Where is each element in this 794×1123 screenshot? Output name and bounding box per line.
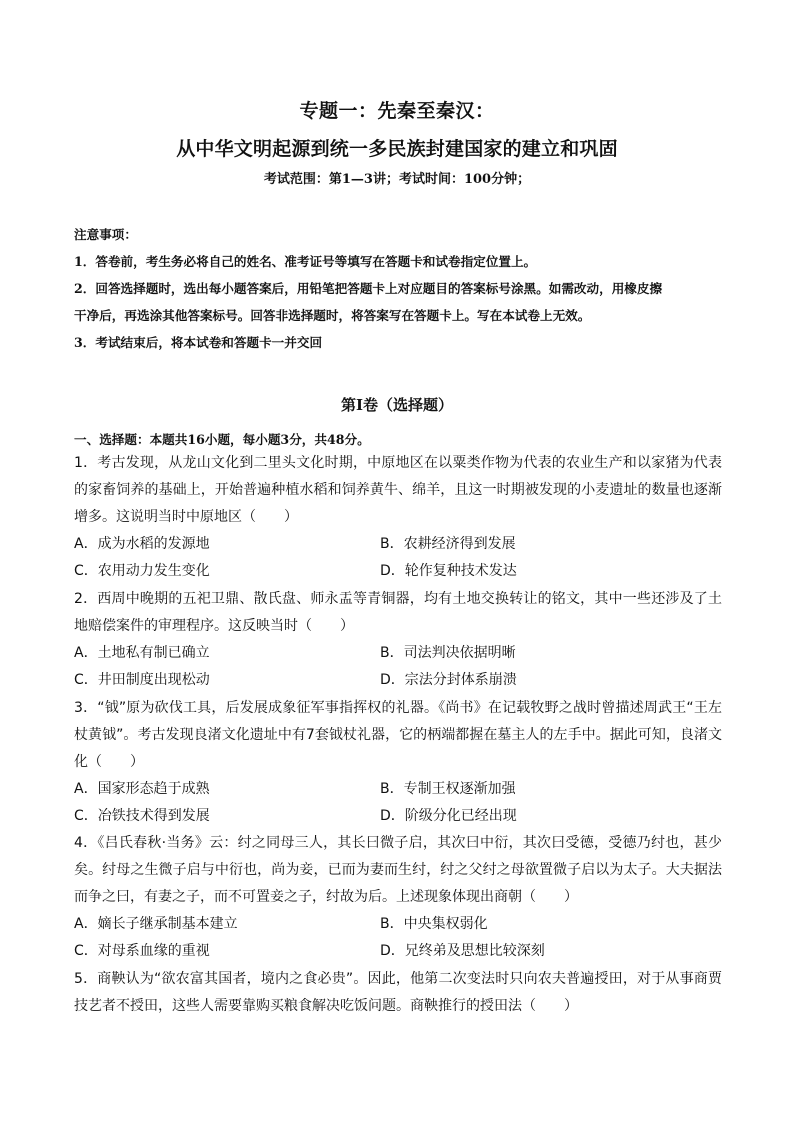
question-stem: 2．西周中晚期的五祀卫鼎、散氏盘、师永盂等青铜器，均有土地交换转让的铭文，其中一些还涉及了土地赔偿案件的审理程序。这反映当时（ ） <box>74 591 722 634</box>
option-d[interactable]: D．宗法分封体系崩溃 <box>380 672 517 688</box>
options-grid <box>74 640 722 694</box>
notes-line-3: 干净后，再选涂其他答案标号。回答非选择题时，将答案写在答题卡上。写在本试卷上无效。 <box>74 308 591 323</box>
question-3 <box>74 695 722 830</box>
option-a[interactable]: A．土地私有制已确立 <box>74 645 210 661</box>
page-title-line2: 从中华文明起源到统一多民族封建国家的建立和巩固 <box>176 138 618 160</box>
option-a[interactable]: A．国家形态趋于成熟 <box>74 781 210 797</box>
question-stem: 3．“钺”原为砍伐工具，后发展成象征军事指挥权的礼器。《尚书》在记载牧野之战时曾描述周武王“王左杖黄钺”。考古发现良渚文化遗址中有7套钺杖礼器，它的柄端都握在墓主人的左手中。据此可知，良渚文化（ ） <box>74 700 722 770</box>
section-title: 第I卷（选择题） <box>340 396 454 414</box>
options-grid <box>74 776 722 830</box>
option-a[interactable]: A．嫡长子继承制基本建立 <box>74 916 238 932</box>
option-b[interactable]: B．专制王权逐渐加强 <box>380 781 516 797</box>
question-stem: 4．《吕氏春秋·当务》云：纣之同母三人，其长曰微子启，其次曰中衍，其次曰受德，受德乃纣也，甚少矣。纣母之生微子启与中衍也，尚为妾，已而为妻而生纣，纣之父纣之母欲置微子启以为太子。大夫据法而争之曰，有妻之子，而不可置妾之子，纣故为后。上述现象体现出商朝（ ） <box>74 835 722 905</box>
question-2 <box>74 586 722 694</box>
options-grid <box>74 531 722 585</box>
page-title-line1: 专题一：先秦至秦汉： <box>299 100 495 122</box>
option-c[interactable]: C．对母系血缘的重视 <box>74 943 210 959</box>
option-c[interactable]: C．冶铁技术得到发展 <box>74 808 210 824</box>
notes-line-2: 2．回答选择题时，选出每小题答案后，用铅笔把答题卡上对应题目的答案标号涂黑。如需改动，用橡皮擦 <box>74 281 663 296</box>
option-b[interactable]: B．中央集权弱化 <box>380 916 488 932</box>
option-a[interactable]: A．成为水稻的发源地 <box>74 536 210 552</box>
question-1 <box>74 450 722 585</box>
question-stem: 5．商鞅认为“欲农富其国者，境内之食必贵”。因此，他第二次变法时只向农夫普遍授田，对于从事商贾技艺者不授田，这些人需要靠购买粮食解决吃饭问题。商鞅推行的授田法（ ） <box>74 971 722 1014</box>
section-description: 一、选择题：本题共16小题，每小题3分，共48分。 <box>74 432 370 447</box>
question-5 <box>74 966 722 1020</box>
option-d[interactable]: D．兄终弟及思想比较深刻 <box>380 943 545 959</box>
option-d[interactable]: D．阶级分化已经出现 <box>380 808 517 824</box>
option-b[interactable]: B．农耕经济得到发展 <box>380 536 516 552</box>
notes-line-1: 1．答卷前，考生务必将自己的姓名、准考证号等填写在答题卡和试卷指定位置上。 <box>74 254 537 269</box>
option-c[interactable]: C．井田制度出现松动 <box>74 672 210 688</box>
option-d[interactable]: D．轮作复种技术发达 <box>380 563 517 579</box>
exam-info: 考试范围：第1—3讲；考试时间：100分钟； <box>263 172 531 187</box>
question-stem: 1．考古发现，从龙山文化到二里头文化时期，中原地区在以粟类作物为代表的农业生产和以家猪为代表的家畜饲养的基础上，开始普遍种植水稻和饲养黄牛、绵羊，且这一时期被发现的小麦遗址的数量也逐渐增多。这说明当时中原地区（ ） <box>74 455 722 525</box>
notes-line-4: 3．考试结束后，将本试卷和答题卡一并交回 <box>74 335 323 350</box>
notes-heading: 注意事项： <box>74 227 137 242</box>
option-b[interactable]: B．司法判决依据明晰 <box>380 645 516 661</box>
options-grid <box>74 911 722 965</box>
option-c[interactable]: C．农用动力发生变化 <box>74 563 210 579</box>
question-4 <box>74 830 722 965</box>
